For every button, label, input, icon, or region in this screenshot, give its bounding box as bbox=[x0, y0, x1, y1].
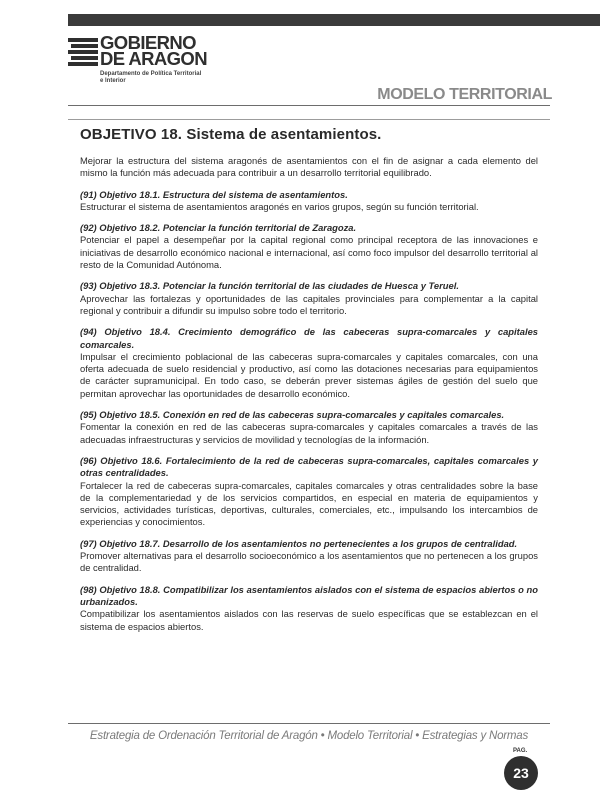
page-number: 23 bbox=[513, 765, 529, 781]
page-label: PAG. bbox=[513, 748, 528, 754]
objective-title: (96) Objetivo 18.6. Fortalecimiento de la red de cabeceras supra-comarcales, capitales comarcales y otras centralidades. bbox=[80, 454, 538, 479]
objective-text: Estructurar el sistema de asentamientos aragonés en varios grupos, según su función territorial. bbox=[80, 200, 479, 212]
gobierno-aragon-logo bbox=[68, 34, 238, 94]
objective-title: (93) Objetivo 18.3. Potenciar la función territorial de las ciudades de Huesca y Teruel. bbox=[80, 280, 459, 292]
header-divider-secondary bbox=[68, 119, 550, 120]
objective-text: Promover alternativas para el desarrollo socioeconómico a los asentamientos que no pertenecen a los grupos de centralidad. bbox=[80, 550, 538, 574]
logo-line-1: GOBIERNO bbox=[100, 32, 196, 53]
objective-text: Fortalecer la red de cabeceras supra-comarcales, capitales comarcales y otras centralidades sobre la base de la complementariedad y de los servicios compartidos, en especial en materia de equipamientos y servicios, actividades turísticas, deportivas, culturales, comerciales, etc., impulsando los intercambios de experiencias y conocimientos. bbox=[80, 479, 538, 528]
objective-title: (98) Objetivo 18.8. Compatibilizar los asentamientos aislados con el sistema de espacios abiertos o no urbanizados. bbox=[80, 583, 538, 607]
main-content bbox=[80, 126, 538, 642]
objective-text: Aprovechar las fortalezas y oportunidades de las capitales provinciales para complementar a la capital regional y contribuir a difundir su impulso sobre todo el territorio. bbox=[80, 292, 538, 316]
objective-title: (95) Objetivo 18.5. Conexión en red de las cabeceras supra-comarcales y capitales comarcales. bbox=[80, 409, 505, 421]
objective-title: (94) Objetivo 18.4. Crecimiento demográfico de las cabeceras supra-comarcales y capitales comarcales. bbox=[80, 326, 538, 350]
objective-title: (97) Objetivo 18.7. Desarrollo de los asentamientos no pertenecientes a los grupos de centralidad. bbox=[80, 537, 518, 549]
objective-item bbox=[80, 538, 538, 575]
department-line-1: Departamento de Política Territorial bbox=[100, 71, 202, 77]
objective-item bbox=[80, 326, 538, 400]
objective-text: Fomentar la conexión en red de las cabeceras supra-comarcales y capitales comarcales a través de las adecuadas infraestructuras y servicios de movilidad y tecnologías de la información. bbox=[80, 421, 538, 445]
objective-item bbox=[80, 584, 538, 633]
footer-text: Estrategia de Ordenación Territorial de Aragón • Modelo Territorial • Estrategias y Normas bbox=[89, 730, 529, 742]
page-heading: OBJETIVO 18. Sistema de asentamientos. bbox=[80, 126, 382, 143]
objective-item bbox=[80, 189, 538, 214]
section-title: MODELO TERRITORIAL bbox=[377, 86, 552, 103]
logo-line-2: DE ARAGON bbox=[100, 48, 207, 69]
objective-item bbox=[80, 409, 538, 446]
objective-item bbox=[80, 222, 538, 271]
page-number-badge bbox=[504, 756, 538, 790]
department-line-2: e Interior bbox=[100, 78, 126, 84]
intro-paragraph: Mejorar la estructura del sistema aragonés de asentamientos con el fin de asignar a cada elemento del mismo la función más adecuada para contribuir a un desarrollo territorial equilibrado. bbox=[80, 155, 538, 179]
department-name bbox=[100, 71, 201, 85]
objective-title: (91) Objetivo 18.1. Estructura del sistema de asentamientos. bbox=[80, 188, 348, 200]
footer-divider bbox=[68, 723, 550, 724]
header-divider bbox=[68, 105, 550, 106]
objective-item bbox=[80, 280, 538, 317]
objective-text: Impulsar el crecimiento poblacional de las cabeceras supra-comarcales y capitales comarcales, con una oferta adecuada de suelo residencial y productivo, así como las dotaciones necesarias para equipamientos de carácter supramunicipal. En todo caso, se deberán prever sistemas ágiles de gestión del suelo que permitan aprovechar las oportunidades de desarrollo económico. bbox=[80, 350, 538, 399]
top-bar bbox=[68, 14, 600, 26]
objective-item bbox=[80, 455, 538, 529]
objective-title: (92) Objetivo 18.2. Potenciar la función territorial de Zaragoza. bbox=[80, 222, 357, 234]
objective-text: Potenciar el papel a desempeñar por la capital regional como principal receptora de las innovaciones e iniciativas de desarrollo económico nacional e internacional, así como foco impulsor del desarrollo territorial al resto de la Comunidad Autónoma. bbox=[80, 234, 538, 271]
aragon-logo-mark-icon bbox=[68, 37, 98, 67]
objective-text: Compatibilizar los asentamientos aislados con las reservas de suelo específicas que se establezcan en el sistema de espacios abiertos. bbox=[80, 608, 538, 632]
